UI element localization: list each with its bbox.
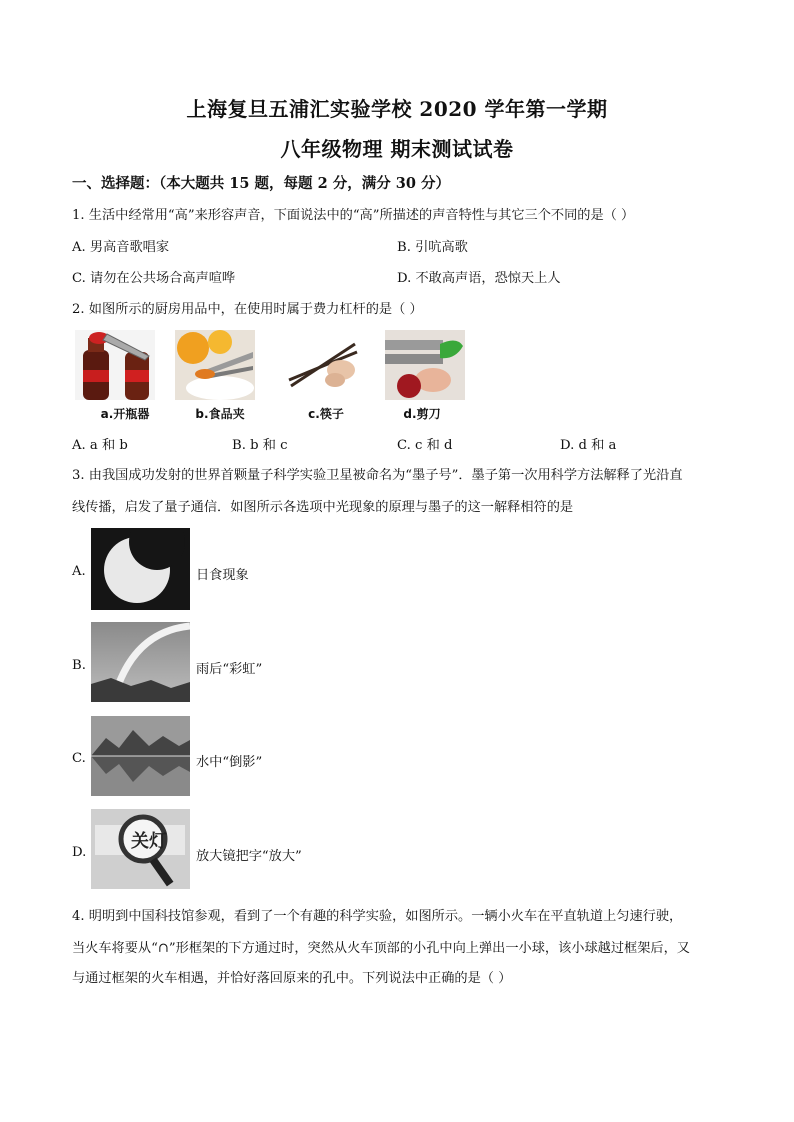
magnifier-sign-text: 关灯 (131, 831, 167, 852)
question-3-stem-line1: 3. 由我国成功发射的世界首颗量子科学实验卫星被命名为“墨子号”．墨子第一次用科学方法解释了光沿直 (72, 468, 683, 483)
section-heading: 一、选择题：（本大题共 15 题，每题 2 分，满分 30 分） (72, 175, 450, 192)
rainbow-image (91, 622, 190, 702)
figure-caption-a: a.开瓶器 (100, 407, 150, 421)
question-1-option-d: D. 不敢高声语，恐惊天上人 (397, 271, 561, 286)
question-1-option-b: B. 引吭高歌 (397, 240, 468, 255)
question-2-option-d: D. d 和 a (560, 438, 617, 453)
figure-caption-d: d.剪刀 (403, 407, 441, 421)
question-2-stem: 2. 如图所示的厨房用品中，在使用时属于费力杠杆的是（ ） (72, 302, 423, 317)
question-4-line3: 与通过框架的火车相遇，并恰好落回原来的孔中。下列说法中正确的是（ ） (72, 971, 512, 986)
figure-caption-c: c.筷子 (308, 407, 344, 421)
question-4-line2: 当火车将要从“∩”形框架的下方通过时，突然从火车顶部的小孔中向上弹出一小球，该小球越过框架后，又 (72, 941, 690, 956)
solar-eclipse-image (91, 528, 190, 610)
question-3-stem-line2: 线传播，启发了量子通信．如图所示各选项中光现象的原理与墨子的这一解释相符的是 (72, 500, 574, 515)
chopsticks-icon (283, 330, 363, 400)
magnifier-image (91, 809, 190, 889)
question-1-option-a: A. 男高音歌唱家 (72, 240, 170, 255)
question-3-option-b-label: B. (72, 658, 86, 673)
question-2-option-c: C. c 和 d (397, 438, 453, 453)
figure-caption-b: b.食品夹 (195, 407, 245, 421)
question-3-option-c-text: 水中“倒影” (196, 755, 263, 770)
question-3-option-d-label: D. (72, 845, 87, 860)
question-3-option-a-text: 日食现象 (196, 568, 249, 583)
question-3-option-b-text: 雨后“彩虹” (196, 662, 263, 677)
water-reflection-image (91, 716, 190, 796)
question-3-option-d-text: 放大镜把字“放大” (196, 849, 302, 864)
question-4-line1: 4. 明明到中国科技馆参观，看到了一个有趣的科学实验，如图所示。一辆小火车在平直轨道上匀速行驶， (72, 909, 683, 924)
question-2-option-a: A. a 和 b (72, 438, 128, 453)
question-3-option-a-label: A. (72, 564, 86, 579)
question-1-stem: 1. 生活中经常用“高”来形容声音，下面说法中的“高”所描述的声音特性与其它三个不同的是（ ） (72, 208, 635, 223)
bottle-opener-icon (75, 330, 155, 400)
scissors-icon (385, 330, 465, 400)
food-tongs-icon (175, 330, 255, 400)
question-2-option-b: B. b 和 c (232, 438, 288, 453)
question-1-option-c: C. 请勿在公共场合高声喧哗 (72, 271, 236, 286)
exam-title-subject: 八年级物理 期末测试试卷 (280, 137, 514, 161)
exam-title-school: 上海复旦五浦汇实验学校 2020 学年第一学期 (186, 97, 608, 121)
question-3-option-c-label: C. (72, 751, 86, 766)
